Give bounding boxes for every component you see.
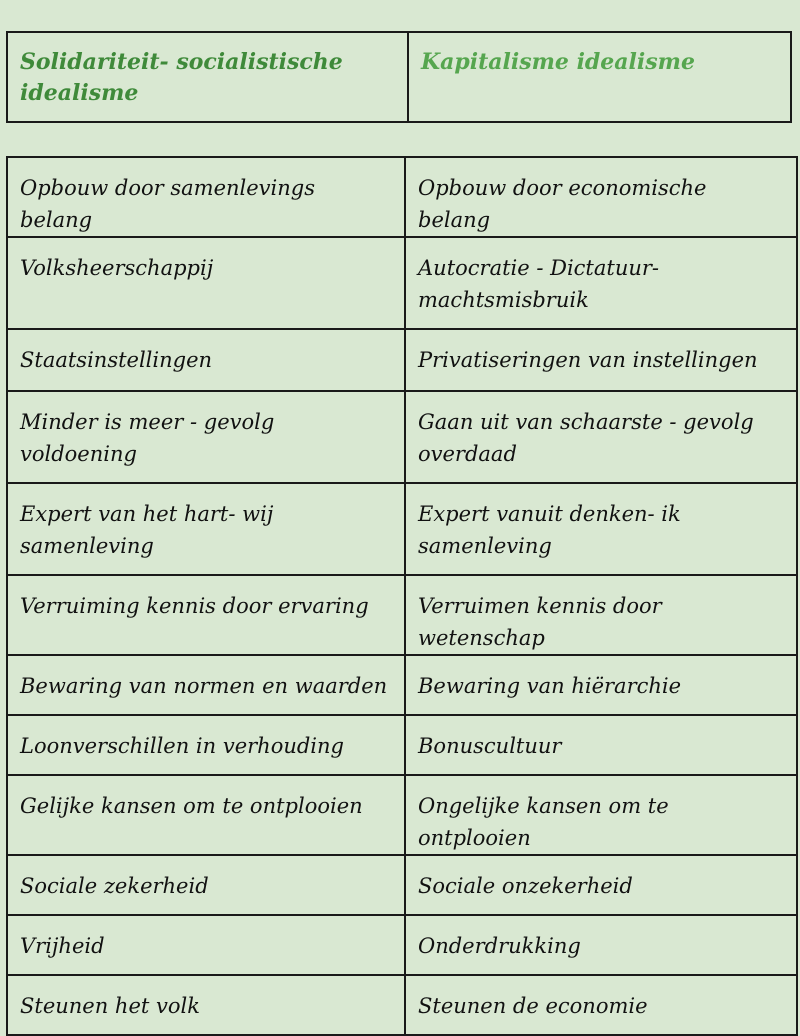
right-cell: Expert vanuit denken- ik samenleving <box>405 483 797 575</box>
right-cell: Bonuscultuur <box>405 715 797 775</box>
table-row <box>7 715 797 775</box>
left-cell: Minder is meer - gevolg voldoening <box>7 391 405 483</box>
table-row <box>7 575 797 655</box>
right-cell: Privatiseringen van instellingen <box>405 329 797 391</box>
left-cell: Verruiming kennis door ervaring <box>7 575 405 655</box>
table-row <box>7 483 797 575</box>
left-cell: Gelijke kansen om te ontplooien <box>7 775 405 855</box>
right-cell: Gaan uit van schaarste - gevolg overdaad <box>405 391 797 483</box>
left-cell: Volksheerschappij <box>7 237 405 329</box>
right-cell: Steunen de economie <box>405 975 797 1035</box>
right-cell: Sociale onzekerheid <box>405 855 797 915</box>
right-cell: Autocratie - Dictatuur- machtsmisbruik <box>405 237 797 329</box>
table-row <box>7 915 797 975</box>
left-cell: Vrijheid <box>7 915 405 975</box>
left-cell: Steunen het volk <box>7 975 405 1035</box>
right-cell: Ongelijke kansen om te ontplooien <box>405 775 797 855</box>
left-cell: Expert van het hart- wij samenleving <box>7 483 405 575</box>
header-left-title: Solidariteit- socialistische idealisme <box>8 33 409 121</box>
left-cell: Bewaring van normen en waarden <box>7 655 405 715</box>
header-right-title: Kapitalisme idealisme <box>421 49 695 75</box>
right-cell: Onderdrukking <box>405 915 797 975</box>
right-cell: Verruimen kennis door wetenschap <box>405 575 797 655</box>
table-row <box>7 391 797 483</box>
comparison-table <box>6 156 798 1036</box>
left-cell: Opbouw door samenlevings belang <box>7 157 405 237</box>
table-row <box>7 157 797 237</box>
table-row <box>7 237 797 329</box>
table-row <box>7 775 797 855</box>
right-cell: Opbouw door economische belang <box>405 157 797 237</box>
table-row <box>7 655 797 715</box>
table-row <box>7 329 797 391</box>
left-cell: Loonverschillen in verhouding <box>7 715 405 775</box>
right-cell: Bewaring van hiërarchie <box>405 655 797 715</box>
left-cell: Sociale zekerheid <box>7 855 405 915</box>
header-table <box>6 31 792 123</box>
table-row <box>7 855 797 915</box>
table-row <box>7 975 797 1035</box>
left-cell: Staatsinstellingen <box>7 329 405 391</box>
